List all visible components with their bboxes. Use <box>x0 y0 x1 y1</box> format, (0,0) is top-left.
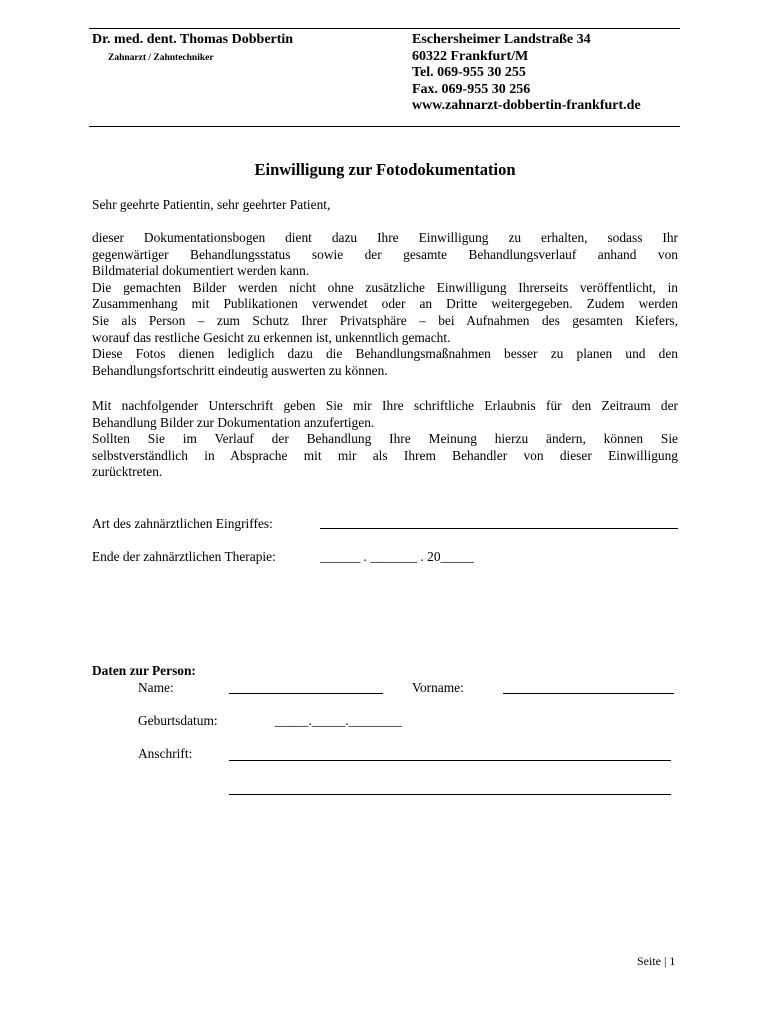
page-number: Seite | 1 <box>637 954 676 968</box>
vorname-field[interactable] <box>503 693 674 694</box>
address-field-line-1[interactable] <box>229 760 671 761</box>
paragraph-documentation-purpose <box>92 230 678 379</box>
name-label: Name: <box>138 680 174 695</box>
address-street: Eschersheimer Landstraße 34 <box>412 32 591 47</box>
paragraph-line: Behandlung Bilder zur Dokumentation anzufertigen. <box>92 414 375 430</box>
paragraph-line: Diese Fotos dienen lediglich dazu die Behandlungsmaßnahmen besser zu planen und den <box>92 346 678 362</box>
address-website[interactable]: www.zahnarzt-dobbertin-frankfurt.de <box>412 98 641 113</box>
treatment-type-label: Art des zahnärztlichen Eingriffes: <box>92 516 273 531</box>
salutation: Sehr geehrte Patientin, sehr geehrter Patient, <box>92 197 331 212</box>
paragraph-line: zurücktreten. <box>92 464 163 480</box>
paragraph-line: Sollten Sie im Verlauf der Behandlung Ihre Meinung hierzu ändern, können Sie <box>92 431 678 447</box>
paragraph-line: worauf das restliche Gesicht zu erkennen ist, unkenntlich gemacht. <box>92 329 451 345</box>
address-field-line-2[interactable] <box>229 794 671 795</box>
paragraph-line: Zusammenhang mit Publikationen verwendet oder an Dritte weitergegeben. Zudem werden <box>92 296 678 312</box>
doctor-name: Dr. med. dent. Thomas Dobbertin <box>92 32 294 47</box>
treatment-end-label: Ende der zahnärztlichen Therapie: <box>92 549 276 564</box>
birthdate-label: Geburtsdatum: <box>138 713 218 728</box>
paragraph-line: selbstverständlich in Absprache mit mir als Ihrem Behandler von dieser Einwilligung <box>92 447 678 463</box>
paragraph-line: Sie als Person – zum Schutz Ihrer Privatsphäre – bei Aufnahmen des gesamten Kiefers, <box>92 312 678 328</box>
paragraph-line: gegenwärtiger Behandlungsstatus sowie der gesamte Behandlungsverlauf anhand von <box>92 246 678 262</box>
address-fax: Fax. 069-955 30 256 <box>412 81 531 97</box>
treatment-type-field[interactable] <box>320 528 678 529</box>
paragraph-line: Behandlungsfortschritt eindeutig auswerten zu können. <box>92 362 388 378</box>
address-phone: Tel. 069-955 30 255 <box>412 65 526 80</box>
birthdate-field[interactable]: _____._____.________ <box>275 713 403 728</box>
treatment-end-date-field[interactable]: ______ . _______ . 20_____ <box>320 549 474 564</box>
header-top-rule <box>89 28 680 29</box>
paragraph-line: Die gemachten Bilder werden nicht ohne zusätzliche Einwilligung Ihrerseits veröffentlicht, in <box>92 279 678 295</box>
person-section-heading: Daten zur Person: <box>92 663 196 678</box>
address-city: 60322 Frankfurt/M <box>412 48 529 64</box>
paragraph-line: Mit nachfolgender Unterschrift geben Sie mir Ihre schriftliche Erlaubnis für den Zeitraum der <box>92 398 678 413</box>
header-bottom-rule <box>89 126 680 127</box>
name-field[interactable] <box>229 693 383 694</box>
vorname-label: Vorname: <box>412 680 464 695</box>
address-label: Anschrift: <box>138 746 193 761</box>
doctor-role: Zahnarzt / Zahntechniker <box>108 53 214 63</box>
paragraph-line: dieser Dokumentationsbogen dient dazu Ihre Einwilligung zu erhalten, sodass Ihr <box>92 230 678 245</box>
document-title: Einwilligung zur Fotodokumentation <box>254 160 516 179</box>
paragraph-consent <box>92 398 678 481</box>
paragraph-line: Bildmaterial dokumentiert werden kann. <box>92 263 310 279</box>
practice-address <box>412 32 641 115</box>
